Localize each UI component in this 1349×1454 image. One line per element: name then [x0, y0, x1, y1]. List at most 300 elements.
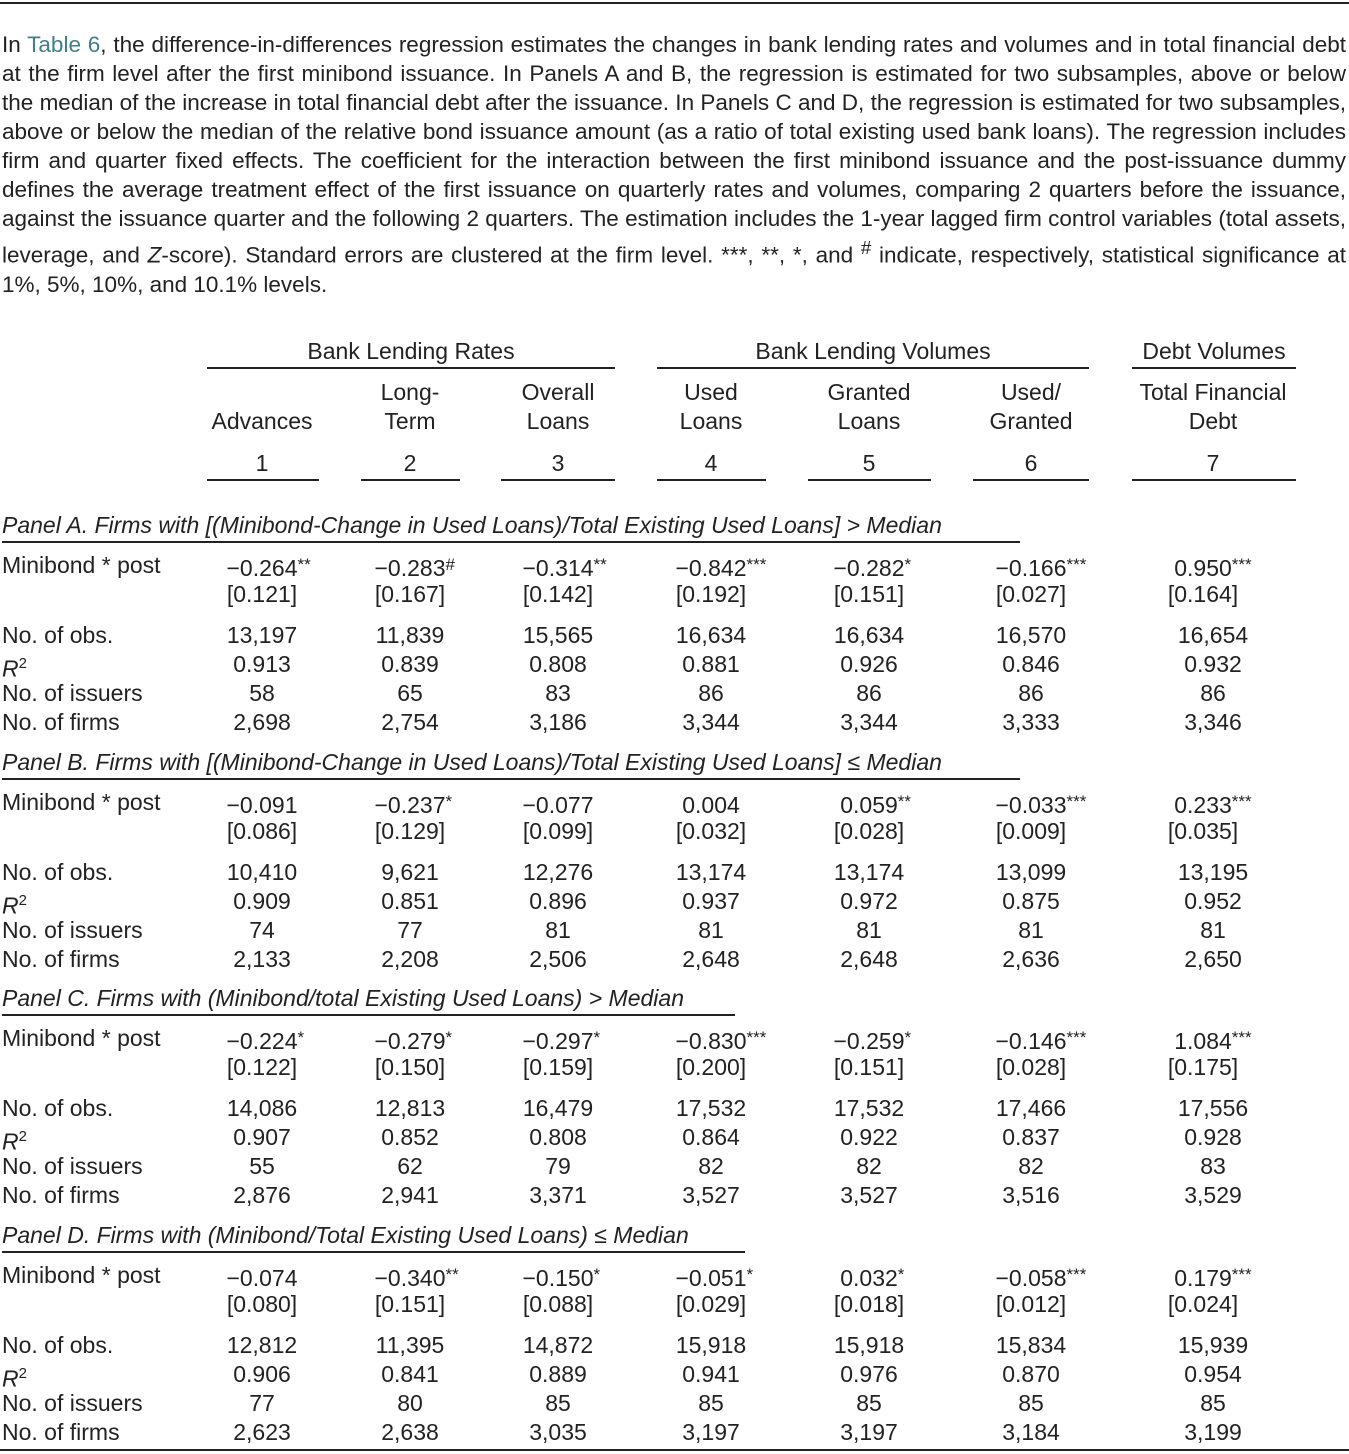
issuers-value: 86 [1018, 680, 1044, 706]
column-header [827, 378, 910, 436]
obs-value: 14,872 [522, 1332, 594, 1358]
significance-stars: *** [1066, 792, 1087, 811]
row-label-issuers: No. of issuers [2, 1153, 143, 1179]
coef-value: −0.146 [995, 1028, 1067, 1054]
firms-value: 2,506 [529, 946, 587, 972]
column-header [989, 378, 1072, 436]
obs-value: 16,654 [1177, 622, 1249, 648]
r2-value: 0.851 [381, 888, 439, 914]
coef-cell [834, 551, 912, 582]
issuers-value: 81 [698, 917, 724, 943]
firms-value: 3,344 [682, 709, 740, 735]
column-rule [1132, 479, 1296, 481]
obs-value: 16,570 [995, 622, 1067, 648]
significance-stars: *** [1231, 555, 1252, 574]
column-rule [361, 479, 460, 481]
obs-value: 17,556 [1177, 1095, 1249, 1121]
obs-value: 15,565 [522, 622, 594, 648]
r2-letter: R [2, 1128, 19, 1155]
firms-value: 2,208 [381, 946, 439, 972]
r2-value: 0.926 [840, 651, 898, 677]
column-header-line1: Long- [380, 379, 440, 405]
firms-value: 3,197 [840, 1419, 898, 1445]
standard-error: [0.122] [226, 1054, 298, 1080]
r2-value: 0.808 [529, 651, 587, 677]
r2-value: 0.837 [1002, 1124, 1060, 1150]
coef-cell [682, 788, 740, 819]
r2-value: 0.976 [840, 1361, 898, 1387]
obs-value: 16,634 [675, 622, 747, 648]
coef-value: −0.264 [226, 555, 298, 581]
coef-value: −0.830 [675, 1028, 747, 1054]
column-header [680, 378, 743, 436]
r2-value: 0.906 [233, 1361, 291, 1387]
significance-stars: *** [746, 555, 767, 574]
standard-error: [0.151] [833, 1054, 905, 1080]
column-number: 3 [551, 450, 565, 476]
firms-value: 2,941 [381, 1182, 439, 1208]
significance-stars: *** [1231, 1265, 1252, 1284]
r2-value: 0.913 [233, 651, 291, 677]
coef-value: −0.074 [226, 1265, 298, 1291]
standard-error: [0.151] [833, 581, 905, 607]
standard-error: [0.159] [522, 1054, 594, 1080]
r2-value: 0.922 [840, 1124, 898, 1150]
coef-value: 0.179 [1174, 1265, 1232, 1291]
obs-value: 13,174 [833, 859, 905, 885]
obs-value: 12,813 [374, 1095, 446, 1121]
panel-title: Panel A. Firms with [(Minibond-Change in Used Loans)/Total Existing Used Loans] > Median [2, 512, 942, 538]
obs-value: 16,634 [833, 622, 905, 648]
significance-stars: ** [445, 1265, 459, 1284]
coef-cell [375, 788, 453, 819]
firms-value: 3,197 [682, 1419, 740, 1445]
coef-value: −0.259 [833, 1028, 905, 1054]
column-rule [657, 479, 766, 481]
firms-value: 3,346 [1184, 709, 1242, 735]
r2-letter: R [2, 892, 19, 919]
issuers-value: 86 [856, 680, 882, 706]
issuers-value: 82 [1018, 1153, 1044, 1179]
column-header [381, 378, 440, 436]
coef-cell [375, 551, 455, 582]
significance-stars: * [897, 1265, 905, 1284]
obs-value: 17,532 [833, 1095, 905, 1121]
row-label-r2 [2, 887, 27, 920]
column-number: 6 [1024, 450, 1038, 476]
standard-error: [0.028] [833, 818, 905, 844]
coef-cell [1174, 551, 1251, 582]
coef-value: −0.842 [675, 555, 747, 581]
coef-value: −0.314 [522, 555, 594, 581]
r2-value: 0.896 [529, 888, 587, 914]
group-header: Bank Lending Volumes [755, 338, 991, 364]
panel-title: Panel B. Firms with [(Minibond-Change in Used Loans)/Total Existing Used Loans] ≤ Median [2, 749, 942, 775]
r2-superscript: 2 [18, 1128, 27, 1145]
row-label-firms: No. of firms [2, 1419, 120, 1445]
issuers-value: 79 [545, 1153, 571, 1179]
standard-error: [0.012] [995, 1291, 1067, 1317]
issuers-value: 80 [397, 1390, 423, 1416]
coef-value: 0.233 [1174, 792, 1232, 818]
standard-error: [0.150] [374, 1054, 446, 1080]
r2-value: 0.954 [1184, 1361, 1242, 1387]
firms-value: 3,529 [1184, 1182, 1242, 1208]
significance-stars: ** [593, 555, 607, 574]
firms-value: 2,648 [840, 946, 898, 972]
column-header-line1 [211, 378, 312, 407]
coef-cell [996, 1261, 1087, 1292]
issuers-value: 82 [856, 1153, 882, 1179]
coef-value: −0.283 [374, 555, 446, 581]
significance-stars: * [593, 1028, 601, 1047]
standard-error: [0.164] [1167, 581, 1239, 607]
coef-cell [676, 551, 767, 582]
top-rule [0, 2, 1349, 4]
row-label-minibond-post: Minibond * post [2, 1025, 161, 1051]
standard-error: [0.029] [675, 1291, 747, 1317]
standard-error: [0.009] [995, 818, 1067, 844]
coef-cell [227, 1024, 305, 1055]
significance-stars: *** [746, 1028, 767, 1047]
column-number: 1 [255, 450, 269, 476]
issuers-value: 58 [249, 680, 275, 706]
column-header-line2: Term [384, 408, 436, 434]
issuers-value: 85 [545, 1390, 571, 1416]
column-header-line1: Total Financial [1139, 379, 1287, 405]
row-label-issuers: No. of issuers [2, 917, 143, 943]
column-number: 7 [1206, 450, 1220, 476]
row-label-obs: No. of obs. [2, 1332, 114, 1358]
coef-value: −0.279 [374, 1028, 446, 1054]
r2-value: 0.808 [529, 1124, 587, 1150]
firms-value: 3,184 [1002, 1419, 1060, 1445]
obs-value: 17,466 [995, 1095, 1067, 1121]
issuers-value: 81 [1200, 917, 1226, 943]
coef-cell [1174, 1261, 1251, 1292]
r2-letter: R [2, 655, 19, 682]
coef-cell [375, 1024, 453, 1055]
standard-error: [0.086] [226, 818, 298, 844]
significance-stars: * [904, 1028, 912, 1047]
r2-value: 0.852 [381, 1124, 439, 1150]
significance-stars: *** [1066, 1265, 1087, 1284]
row-label-minibond-post: Minibond * post [2, 1262, 161, 1288]
obs-value: 13,197 [226, 622, 298, 648]
r2-superscript: 2 [18, 892, 27, 909]
firms-value: 3,186 [529, 709, 587, 735]
significance-stars: ** [297, 555, 311, 574]
r2-superscript: 2 [18, 655, 27, 672]
obs-value: 13,174 [675, 859, 747, 885]
standard-error: [0.099] [522, 818, 594, 844]
table-caption: In Table 6, the difference-in-differences regression estimates the changes in bank lending rates and volumes and in total financial debt at the firm level after the first minibond issuance. In Panels A and B, the regression is estimated for two subsamples, above or below the median of the increase in total financial debt after the issuance. In Panels C and D, the regression is estimated for two subsamples, above or below the median of the relative bond issuance amount (as a ratio of total existing used bank loans). The regression includes firm and quarter fixed effects. The coefficient for the interaction between the first minibond issuance and the post-issuance dummy defines the average treatment effect of the first issuance on quarterly rates and volumes, comparing 2 quarters before the issuance, against the issuance quarter and the following 2 quarters. The estimation includes the 1-year lagged firm control variables (total assets, leverage, and Z-score). Standard errors are clustered at the firm level. ***, **, *, and # indicate, respectively, statistical significance at 1%, 5%, 10%, and 10.1% levels. [2, 32, 1347, 297]
firms-value: 2,754 [381, 709, 439, 735]
obs-value: 12,276 [522, 859, 594, 885]
r2-value: 0.907 [233, 1124, 291, 1150]
row-label-obs: No. of obs. [2, 859, 114, 885]
row-label-minibond-post: Minibond * post [2, 552, 161, 578]
obs-value: 15,918 [675, 1332, 747, 1358]
issuers-value: 85 [1200, 1390, 1226, 1416]
coef-cell [227, 788, 298, 819]
standard-error: [0.175] [1167, 1054, 1239, 1080]
standard-error: [0.192] [675, 581, 747, 607]
column-header-line2: Loans [837, 408, 901, 434]
column-header-line2: Advances [211, 408, 313, 434]
coef-value: −0.237 [374, 792, 446, 818]
significance-stars: * [746, 1265, 754, 1284]
obs-value: 9,621 [381, 859, 439, 885]
r2-value: 0.941 [682, 1361, 740, 1387]
group-rule [207, 367, 615, 369]
issuers-value: 86 [1200, 680, 1226, 706]
r2-letter: R [2, 1365, 19, 1392]
column-header-line2: Loans [526, 408, 590, 434]
standard-error: [0.032] [675, 818, 747, 844]
standard-error: [0.129] [374, 818, 446, 844]
r2-value: 0.864 [682, 1124, 740, 1150]
standard-error: [0.200] [675, 1054, 747, 1080]
coef-cell [227, 551, 311, 582]
r2-value: 0.889 [529, 1361, 587, 1387]
row-label-issuers: No. of issuers [2, 1390, 143, 1416]
row-label-obs: No. of obs. [2, 622, 114, 648]
row-label-firms: No. of firms [2, 946, 120, 972]
r2-value: 0.846 [1002, 651, 1060, 677]
issuers-value: 74 [249, 917, 275, 943]
coef-cell [227, 1261, 298, 1292]
group-header: Debt Volumes [1142, 338, 1286, 364]
standard-error: [0.080] [226, 1291, 298, 1317]
column-rule [207, 479, 319, 481]
coef-value: −0.166 [995, 555, 1067, 581]
firms-value: 3,516 [1002, 1182, 1060, 1208]
column-header [522, 378, 595, 436]
column-header-line1: Used [684, 379, 738, 405]
coef-value: 0.950 [1174, 555, 1232, 581]
standard-error: [0.142] [522, 581, 594, 607]
group-rule [1132, 367, 1296, 369]
significance-stars: *** [1066, 555, 1087, 574]
issuers-value: 62 [397, 1153, 423, 1179]
issuers-value: 81 [545, 917, 571, 943]
issuers-value: 83 [545, 680, 571, 706]
standard-error: [0.035] [1167, 818, 1239, 844]
column-rule [973, 479, 1089, 481]
obs-value: 14,086 [226, 1095, 298, 1121]
column-header [211, 378, 312, 436]
column-rule [808, 479, 931, 481]
obs-value: 15,939 [1177, 1332, 1249, 1358]
r2-value: 0.839 [381, 651, 439, 677]
coef-value: −0.150 [522, 1265, 594, 1291]
coef-value: −0.033 [995, 792, 1067, 818]
row-label-obs: No. of obs. [2, 1095, 114, 1121]
column-header-line1: Overall [521, 379, 595, 405]
coef-value: −0.051 [675, 1265, 747, 1291]
issuers-value: 86 [698, 680, 724, 706]
coef-value: −0.297 [522, 1028, 594, 1054]
firms-value: 2,638 [381, 1419, 439, 1445]
coef-value: −0.091 [226, 792, 298, 818]
significance-stars: * [445, 1028, 453, 1047]
obs-value: 11,395 [375, 1332, 445, 1358]
issuers-value: 81 [856, 917, 882, 943]
issuers-value: 65 [397, 680, 423, 706]
firms-value: 2,650 [1184, 946, 1242, 972]
panel-title: Panel D. Firms with (Minibond/Total Existing Used Loans) ≤ Median [2, 1222, 689, 1248]
obs-value: 15,918 [833, 1332, 905, 1358]
coef-cell [523, 1024, 601, 1055]
column-rule [501, 479, 615, 481]
coef-value: −0.340 [374, 1265, 446, 1291]
panel-rule [2, 1014, 735, 1016]
coef-cell [523, 788, 594, 819]
issuers-value: 81 [1018, 917, 1044, 943]
significance-stars: * [445, 792, 453, 811]
group-rule [657, 367, 1089, 369]
column-header-line1: Granted [827, 379, 911, 405]
significance-stars: *** [1231, 792, 1252, 811]
column-header-line2: Debt [1188, 408, 1238, 434]
row-label-r2 [2, 1123, 27, 1156]
r2-value: 0.937 [682, 888, 740, 914]
coef-value: −0.077 [522, 792, 594, 818]
bottom-rule [0, 1449, 1349, 1451]
group-header: Bank Lending Rates [307, 338, 515, 364]
standard-error: [0.151] [374, 1291, 446, 1317]
issuers-value: 77 [249, 1390, 275, 1416]
coef-cell [996, 551, 1087, 582]
r2-value: 0.952 [1184, 888, 1242, 914]
r2-value: 0.875 [1002, 888, 1060, 914]
issuers-value: 55 [249, 1153, 275, 1179]
row-label-firms: No. of firms [2, 709, 120, 735]
obs-value: 10,410 [226, 859, 298, 885]
coef-value: 1.084 [1174, 1028, 1232, 1054]
significance-stars: * [297, 1028, 305, 1047]
firms-value: 3,199 [1184, 1419, 1242, 1445]
column-header [1139, 378, 1286, 436]
column-header-line1: Used/ [1000, 379, 1062, 405]
standard-error: [0.167] [374, 581, 446, 607]
firms-value: 2,133 [233, 946, 291, 972]
issuers-value: 85 [856, 1390, 882, 1416]
obs-value: 17,532 [675, 1095, 747, 1121]
r2-value: 0.928 [1184, 1124, 1242, 1150]
coef-cell [523, 551, 607, 582]
obs-value: 11,839 [375, 622, 445, 648]
significance-stars: * [904, 555, 912, 574]
column-number: 2 [403, 450, 417, 476]
table-6-link[interactable]: Table 6 [27, 32, 101, 57]
issuers-value: 83 [1200, 1153, 1226, 1179]
column-header-line2: Granted [989, 408, 1073, 434]
significance-stars: *** [1231, 1028, 1252, 1047]
r2-value: 0.841 [381, 1361, 439, 1387]
significance-stars: *** [1066, 1028, 1087, 1047]
r2-superscript: 2 [18, 1365, 27, 1382]
firms-value: 3,371 [529, 1182, 587, 1208]
panel-rule [2, 778, 1020, 780]
coef-cell [834, 1024, 912, 1055]
standard-error: [0.088] [522, 1291, 594, 1317]
coef-cell [676, 1024, 767, 1055]
obs-value: 15,834 [995, 1332, 1067, 1358]
coef-value: 0.059 [840, 792, 898, 818]
r2-value: 0.932 [1184, 651, 1242, 677]
standard-error: [0.018] [833, 1291, 905, 1317]
column-number: 4 [704, 450, 718, 476]
coef-cell [523, 1261, 601, 1292]
column-number: 5 [862, 450, 876, 476]
row-label-r2 [2, 1360, 27, 1393]
coef-value: −0.058 [995, 1265, 1067, 1291]
coef-value: 0.032 [840, 1265, 898, 1291]
coef-value: −0.224 [226, 1028, 298, 1054]
firms-value: 3,527 [840, 1182, 898, 1208]
standard-error: [0.024] [1167, 1291, 1239, 1317]
r2-value: 0.972 [840, 888, 898, 914]
r2-value: 0.909 [233, 888, 291, 914]
coef-cell [840, 788, 911, 819]
coef-cell [996, 1024, 1087, 1055]
standard-error: [0.121] [226, 581, 298, 607]
standard-error: [0.028] [995, 1054, 1067, 1080]
panel-rule [2, 1251, 745, 1253]
issuers-value: 77 [397, 917, 423, 943]
coef-value: −0.282 [833, 555, 905, 581]
firms-value: 3,527 [682, 1182, 740, 1208]
obs-value: 12,812 [226, 1332, 298, 1358]
row-label-issuers: No. of issuers [2, 680, 143, 706]
coef-cell [840, 1261, 904, 1292]
firms-value: 3,344 [840, 709, 898, 735]
coef-cell [375, 1261, 459, 1292]
row-label-minibond-post: Minibond * post [2, 789, 161, 815]
coef-cell [996, 788, 1087, 819]
coef-cell [676, 1261, 754, 1292]
row-label-firms: No. of firms [2, 1182, 120, 1208]
panel-rule [2, 541, 1020, 543]
firms-value: 2,876 [233, 1182, 291, 1208]
coef-cell [1174, 788, 1251, 819]
obs-value: 13,099 [995, 859, 1067, 885]
firms-value: 2,648 [682, 946, 740, 972]
issuers-value: 82 [698, 1153, 724, 1179]
r2-value: 0.870 [1002, 1361, 1060, 1387]
obs-value: 13,195 [1177, 859, 1249, 885]
firms-value: 2,623 [233, 1419, 291, 1445]
firms-value: 2,636 [1002, 946, 1060, 972]
r2-value: 0.881 [682, 651, 740, 677]
standard-error: [0.027] [995, 581, 1067, 607]
firms-value: 3,333 [1002, 709, 1060, 735]
issuers-value: 85 [1018, 1390, 1044, 1416]
panel-title: Panel C. Firms with (Minibond/total Existing Used Loans) > Median [2, 985, 684, 1011]
row-label-r2 [2, 650, 27, 683]
firms-value: 3,035 [529, 1419, 587, 1445]
issuers-value: 85 [698, 1390, 724, 1416]
firms-value: 2,698 [233, 709, 291, 735]
obs-value: 16,479 [522, 1095, 594, 1121]
coef-cell [1174, 1024, 1251, 1055]
significance-stars: * [593, 1265, 601, 1284]
coef-value: 0.004 [682, 792, 740, 818]
column-header-line2: Loans [679, 408, 743, 434]
significance-stars: # [445, 555, 455, 574]
